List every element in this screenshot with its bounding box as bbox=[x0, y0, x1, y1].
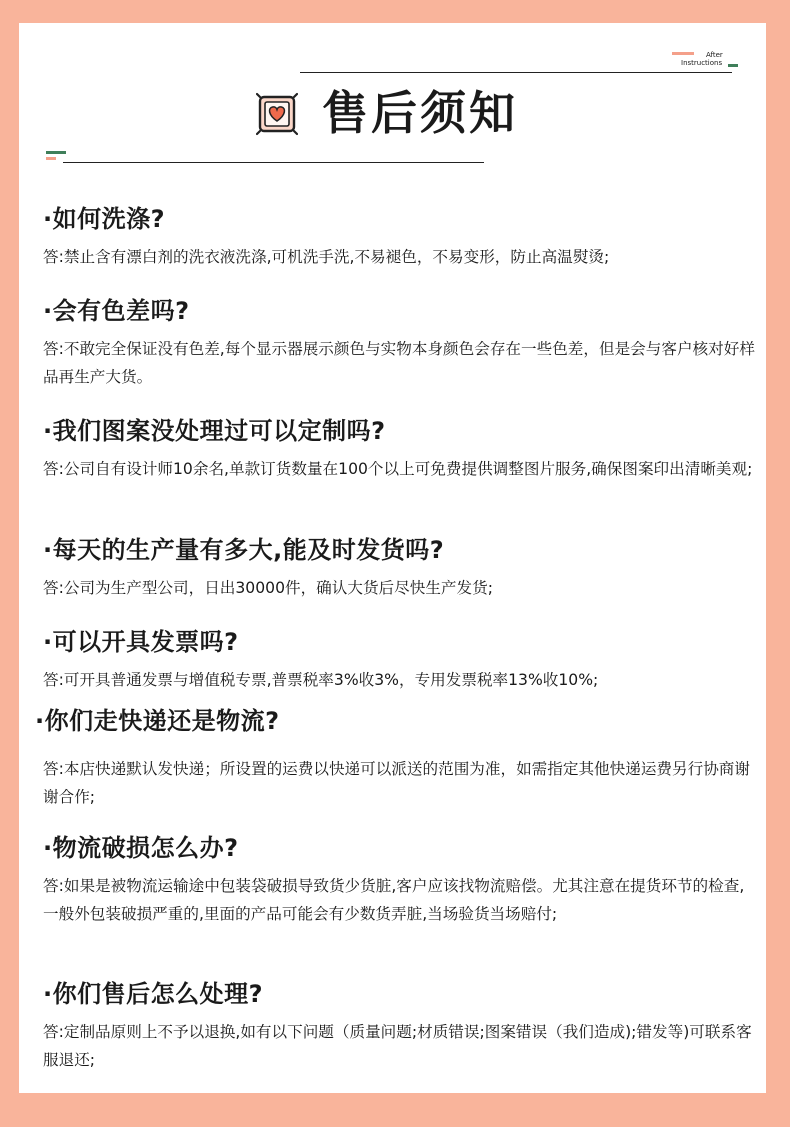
faq-item-color-difference bbox=[43, 295, 758, 391]
faq-item-shipping-method bbox=[35, 705, 750, 811]
faq-question: ·你们售后怎么处理? bbox=[43, 980, 264, 1008]
faq-answer: 答:本店快递默认发快递；所设置的运费以快递可以派送的范围为准，如需指定其他快递运费另行协商谢谢合作; bbox=[43, 760, 750, 806]
faq-question: ·你们走快递还是物流? bbox=[35, 707, 280, 735]
green-accent-bar bbox=[728, 64, 738, 67]
faq-answer: 答:可开具普通发票与增值税专票,普票税率3%收3%，专用发票税率13%收10%; bbox=[43, 671, 599, 689]
faq-question: ·如何洗涤? bbox=[43, 205, 166, 233]
tag-line-after: After bbox=[706, 51, 723, 59]
after-instructions-tag bbox=[672, 51, 742, 71]
pink-accent-bar bbox=[46, 157, 56, 160]
faq-question: ·物流破损怎么办? bbox=[43, 834, 239, 862]
faq-question: ·每天的生产量有多大,能及时发货吗? bbox=[43, 536, 445, 564]
faq-answer: 答:公司为生产型公司，日出30000件，确认大货后尽快生产发货; bbox=[43, 579, 493, 597]
faq-item-production-capacity bbox=[43, 534, 758, 602]
pink-accent-bar bbox=[672, 52, 694, 55]
faq-item-invoice bbox=[43, 626, 758, 694]
faq-item-damage bbox=[43, 832, 758, 928]
faq-answer: 答:公司自有设计师10余名,单款订货数量在100个以上可免费提供调整图片服务,确保图案印出清晰美观; bbox=[43, 460, 753, 478]
faq-answer: 答:定制品原则上不予以退换,如有以下问题（质量问题;材质错误;图案错误（我们造成);错发等)可联系客服退还; bbox=[43, 1023, 752, 1069]
faq-item-after-sales bbox=[43, 978, 758, 1074]
green-accent-bar bbox=[46, 151, 66, 154]
faq-question: ·会有色差吗? bbox=[43, 297, 190, 325]
faq-answer: 答:禁止含有漂白剂的洗衣液洗涤,可机洗手洗,不易褪色，不易变形，防止高温熨烫; bbox=[43, 248, 610, 266]
header-rule-bottom bbox=[63, 162, 484, 163]
tag-line-instructions: Instructions bbox=[681, 59, 723, 67]
faq-answer: 答:不敢完全保证没有色差,每个显示器展示颜色与实物本身颜色会存在一些色差，但是会与客户核对好样品再生产大货。 bbox=[43, 340, 755, 386]
content-card bbox=[19, 23, 766, 1093]
page-title: 售后须知 bbox=[322, 86, 518, 140]
faq-answer: 答:如果是被物流运输途中包装袋破损导致货少货脏,客户应该找物流赔偿。尤其注意在提货环节的检查,一般外包装破损严重的,里面的产品可能会有少数货弄脏,当场验货当场赔付; bbox=[43, 877, 745, 923]
heart-pillow-icon bbox=[256, 91, 298, 137]
header-rule-top bbox=[300, 72, 732, 73]
faq-item-customization bbox=[43, 415, 758, 483]
faq-question: ·我们图案没处理过可以定制吗? bbox=[43, 417, 386, 445]
faq-question: ·可以开具发票吗? bbox=[43, 628, 239, 656]
faq-item-washing bbox=[43, 203, 758, 271]
